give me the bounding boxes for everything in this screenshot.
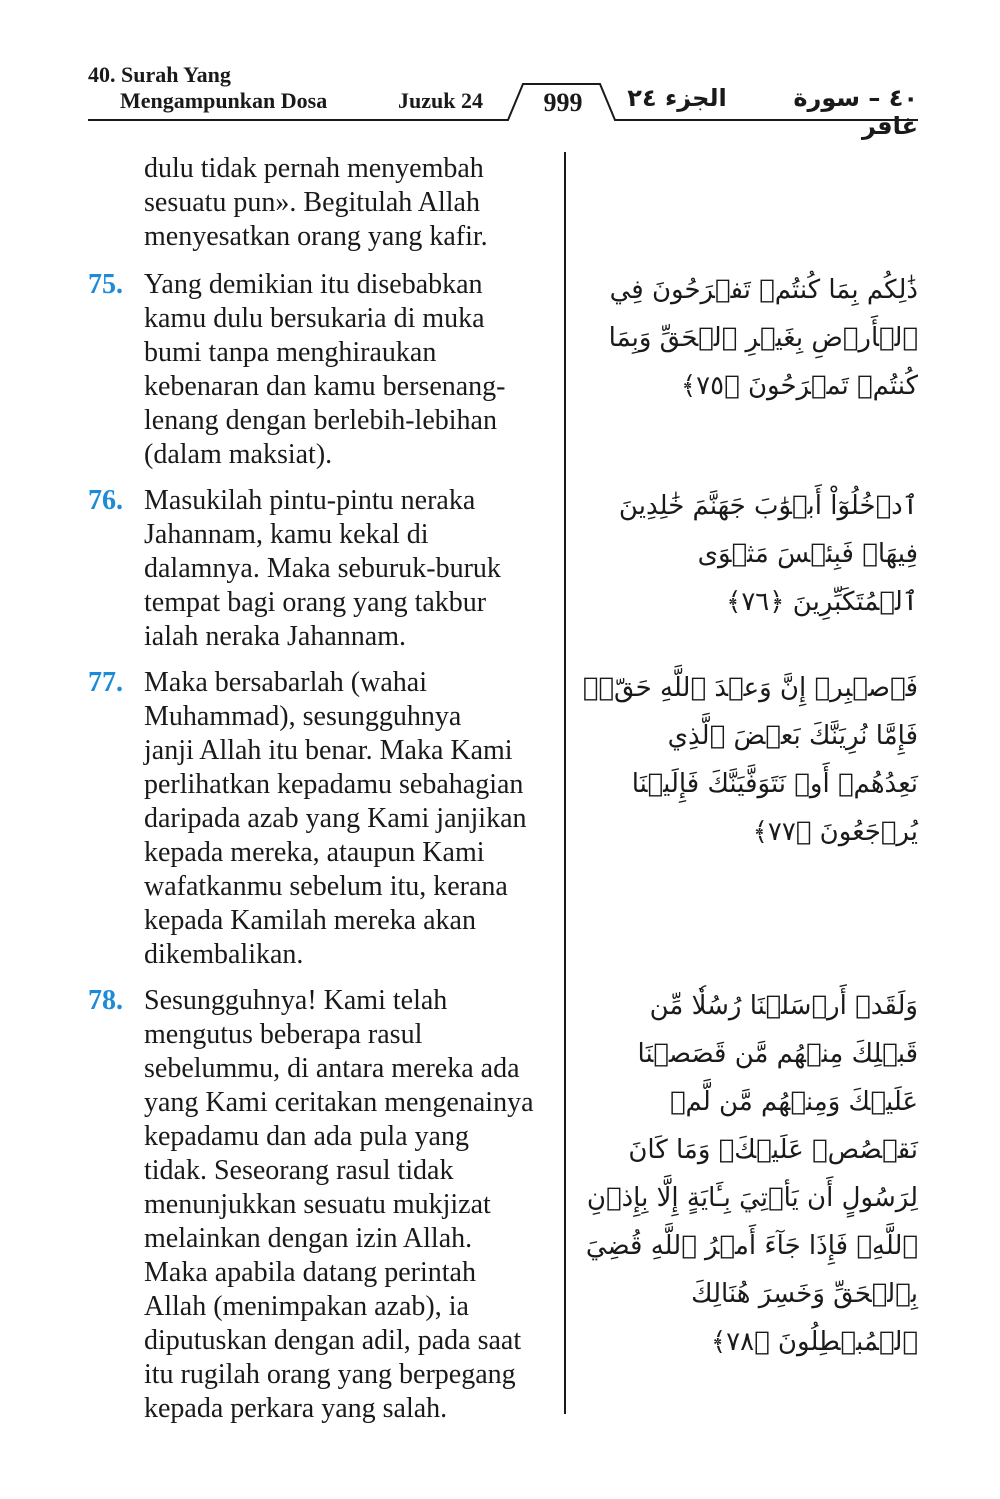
- page-number: 999: [543, 88, 583, 117]
- verse-number: 78.: [88, 985, 123, 1016]
- header-arabic-surah: ٤٠ – سورة غافر: [793, 84, 918, 140]
- verse-translation: Sesungguhnya! Kami telah mengutus beberapa rasul sebelummu, di antara mereka ada yang Kami ceritakan mengenainya kepadamu dan ada pula yang tidak. Seseorang rasul tidak menunjukkan sesuatu mukjizat melainkan dengan izin Allah. Maka apabila datang perintah Allah (menimpakan azab), ia diputuskan dengan adil, pada saat itu rugilah orang yang berpegang kepada perkara yang salah.: [144, 985, 534, 1424]
- verse-number: 75.: [88, 269, 123, 300]
- column-divider: [564, 152, 566, 1414]
- verse-translation: Yang demikian itu disebabkan kamu dulu bersukaria di muka bumi tanpa menghiraukan kebenaran dan kamu bersenang- lenang dengan berlebih-lebihan (dalam maksiat).: [144, 269, 506, 470]
- verse-76-arabic: ٱدۡخُلُوٓاْ أَبۡوَٰبَ جَهَنَّمَ خَٰلِدِينَ فِيهَاۖ فَبِئۡسَ مَثۡوَى ٱلۡمُتَكَبِّرِينَ ﴿٧٦﴾: [618, 491, 918, 617]
- verse-translation: Masukilah pintu-pintu neraka Jahannam, kamu kekal di dalamnya. Maka seburuk-buruk tempat bagi orang yang takbur ialah neraka Jahannam.: [144, 485, 501, 652]
- header-juzuk: Juzuk 24: [398, 88, 483, 113]
- verse-76: [88, 484, 558, 654]
- continuation-text: dulu tidak pernah menyembah sesuatu pun». Begitulah Allah menyesatkan orang yang kafir.: [144, 153, 488, 252]
- verse-translation: Maka bersabarlah (wahai Muhammad), sesungguhnya janji Allah itu benar. Maka Kami perlihatkan kepadamu sebahagian daripada azab yang Kami janjikan kepada mereka, ataupun Kami wafatkanmu sebelum itu, kerana kepada Kamilah mereka akan dikembalikan.: [144, 667, 527, 970]
- verse-number: 77.: [88, 667, 123, 698]
- verse-number: 76.: [88, 485, 123, 516]
- header-surah-subtitle: Mengampunkan Dosa: [120, 88, 328, 113]
- header-surah-title: 40. Surah Yang: [88, 62, 231, 87]
- header-arabic-juz: الجزء ٢٤: [627, 84, 727, 112]
- page-header: [0, 0, 1000, 140]
- verse-77-arabic: فَٱصۡبِرۡ إِنَّ وَعۡدَ ٱللَّهِ حَقّٞۚ فَإِمَّا نُرِيَنَّكَ بَعۡضَ ٱلَّذِي نَعِدُهُمۡ أَوۡ نَتَوَفَّيَنَّكَ فَإِلَيۡنَا يُرۡجَعُونَ ﴿٧٧﴾: [582, 673, 918, 847]
- verse-75: [88, 268, 558, 472]
- verse-78: [88, 984, 558, 1426]
- verse-75-arabic: ذَٰلِكُم بِمَا كُنتُمۡ تَفۡرَحُونَ فِي ٱلۡأَرۡضِ بِغَيۡرِ ٱلۡحَقِّ وَبِمَا كُنتُمۡ تَمۡرَحُونَ ﴿٧٥﴾: [608, 275, 918, 401]
- verse-77: [88, 666, 558, 972]
- verse-78-arabic: وَلَقَدۡ أَرۡسَلۡنَا رُسُلٗا مِّن قَبۡلِكَ مِنۡهُم مَّن قَصَصۡنَا عَلَيۡكَ وَمِنۡهُم مَّن لَّمۡ نَقۡصُصۡ عَلَيۡكَۗ وَمَا كَانَ لِرَسُولٍ أَن يَأۡتِيَ بِـَٔايَةٍ إِلَّا بِإِذۡنِ ٱللَّهِۚ فَإِذَا جَآءَ أَمۡرُ ٱللَّهِ قُضِيَ بِٱلۡحَقِّ وَخَسِرَ هُنَالِكَ ٱلۡمُبۡطِلُونَ ﴿٧٨﴾: [585, 991, 918, 1357]
